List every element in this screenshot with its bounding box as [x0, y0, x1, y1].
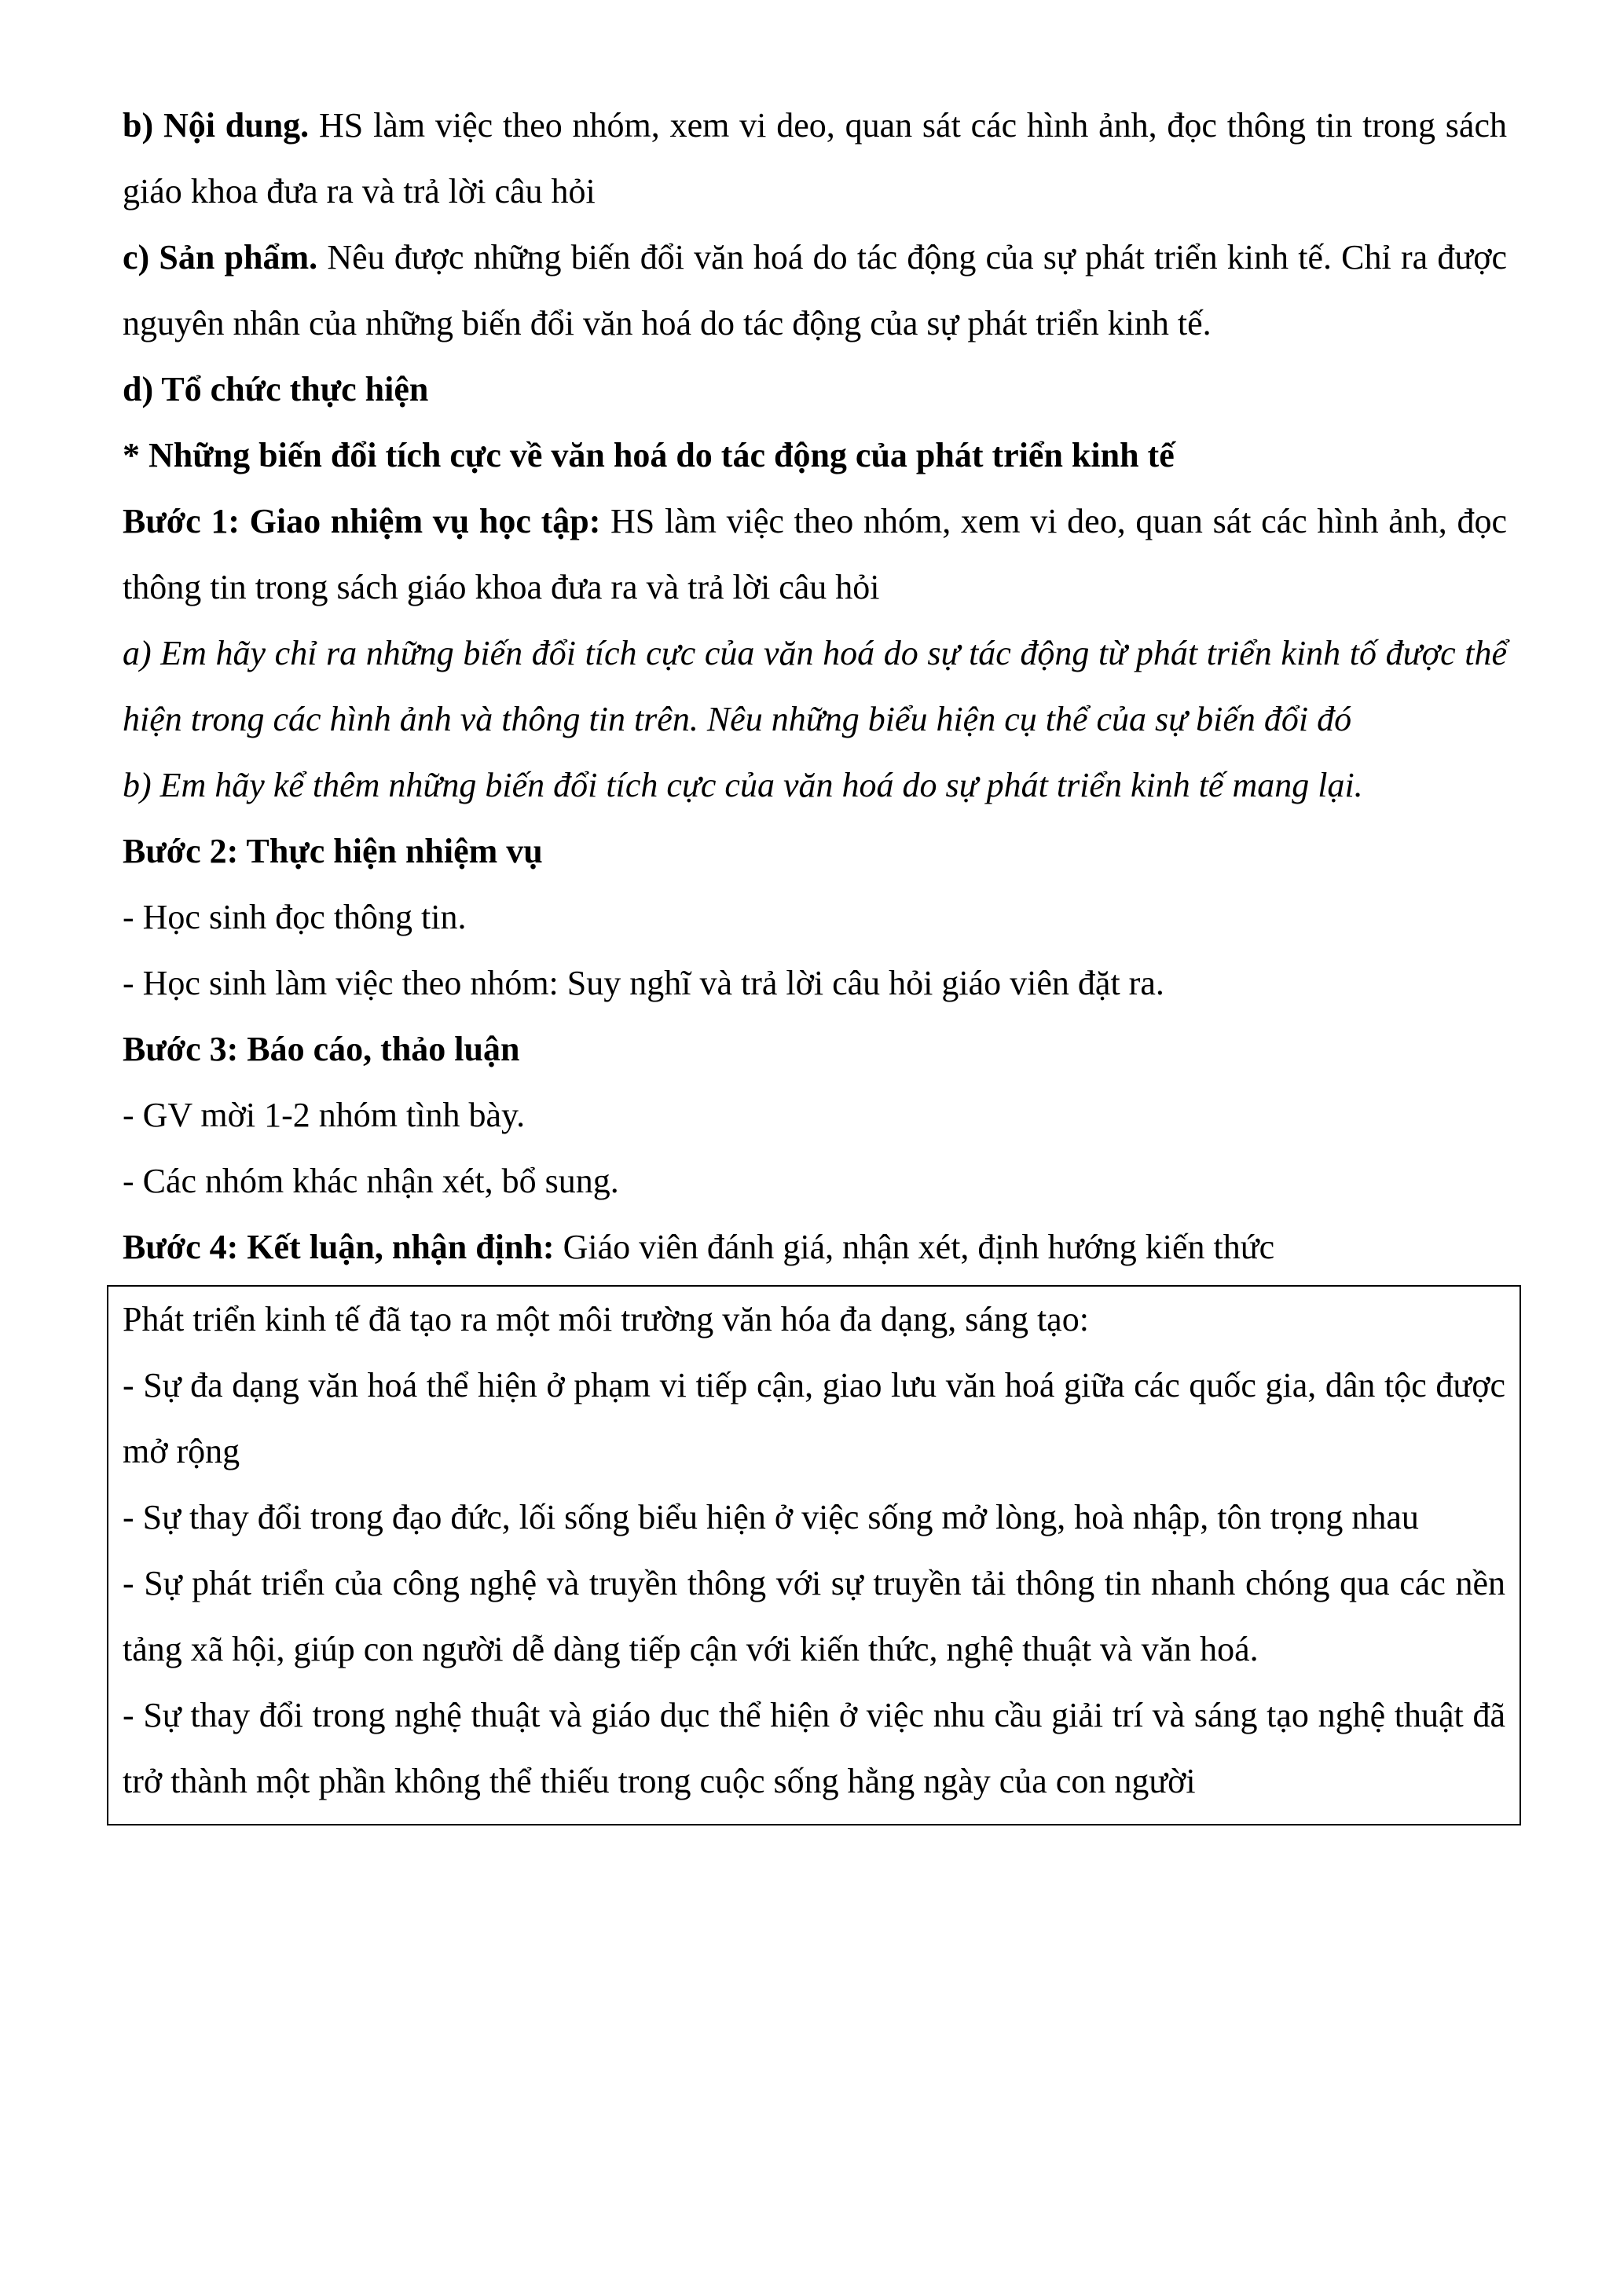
product-text: Nêu được những biến đổi văn hoá do tác động của sự phát triển kinh tế. Chỉ ra được nguyên nhân của những biến đổi văn hoá do tác động của sự phát triển kinh tế. [123, 238, 1507, 342]
content-paragraph [123, 93, 1507, 225]
summary-point: - Sự thay đổi trong nghệ thuật và giáo dục thể hiện ở việc nhu cầu giải trí và sáng tạo nghệ thuật đã trở thành một phần không thể thiếu trong cuộc sống hằng ngày của con người [123, 1696, 1505, 1800]
document-page [123, 93, 1507, 1825]
step3-item-1: - GV mời 1-2 nhóm tình bày. [123, 1096, 526, 1134]
product-paragraph [123, 225, 1507, 357]
step1-label: Bước 1: Giao nhiệm vụ học tập: [123, 502, 601, 540]
summary-point: - Sự đa dạng văn hoá thể hiện ở phạm vi tiếp cận, giao lưu văn hoá giữa các quốc gia, dân tộc được mở rộng [123, 1366, 1505, 1470]
step2-item-2: - Học sinh làm việc theo nhóm: Suy nghĩ và trả lời câu hỏi giáo viên đặt ra. [123, 964, 1164, 1002]
step4-label: Bước 4: Kết luận, nhận định: [123, 1228, 555, 1266]
summary-point: - Sự thay đổi trong đạo đức, lối sống biểu hiện ở việc sống mở lòng, hoà nhập, tôn trọng nhau [123, 1498, 1419, 1536]
step2-heading: Bước 2: Thực hiện nhiệm vụ [123, 832, 543, 870]
step4-paragraph [123, 1214, 1507, 1280]
step3-heading: Bước 3: Báo cáo, thảo luận [123, 1030, 520, 1068]
product-label: c) Sản phẩm. [123, 238, 318, 276]
step3-item-2: - Các nhóm khác nhận xét, bổ sung. [123, 1162, 619, 1200]
summary-intro: Phát triển kinh tế đã tạo ra một môi trường văn hóa đa dạng, sáng tạo: [123, 1300, 1089, 1338]
content-label: b) Nội dung. [123, 106, 310, 145]
section-heading: * Những biến đổi tích cực về văn hoá do tác động của phát triển kinh tế [123, 436, 1175, 474]
step1-paragraph [123, 489, 1507, 621]
step2-item-1: - Học sinh đọc thông tin. [123, 898, 467, 936]
step4-text: Giáo viên đánh giá, nhận xét, định hướng kiến thức [554, 1228, 1275, 1266]
organization-heading: d) Tổ chức thực hiện [123, 370, 429, 408]
summary-box [107, 1285, 1521, 1825]
step1-text: HS làm việc theo nhóm, xem vi deo, quan sát các hình ảnh, đọc thông tin trong sách giáo khoa đưa ra và trả lời câu hỏi [123, 502, 1507, 606]
question-b: b) Em hãy kể thêm những biến đổi tích cực của văn hoá do sự phát triển kinh tế mang lại. [123, 766, 1363, 804]
question-a: a) Em hãy chỉ ra những biến đổi tích cực của văn hoá do sự tác động từ phát triển kinh tố được thể hiện trong các hình ảnh và thông tin trên. Nêu những biểu hiện cụ thể của sự biến đổi đó [123, 634, 1507, 738]
summary-point: - Sự phát triển của công nghệ và truyền thông với sự truyền tải thông tin nhanh chóng qua các nền tảng xã hội, giúp con người dễ dàng tiếp cận với kiến thức, nghệ thuật và văn hoá. [123, 1564, 1505, 1668]
content-text: HS làm việc theo nhóm, xem vi deo, quan sát các hình ảnh, đọc thông tin trong sách giáo khoa đưa ra và trả lời câu hỏi [123, 106, 1507, 211]
